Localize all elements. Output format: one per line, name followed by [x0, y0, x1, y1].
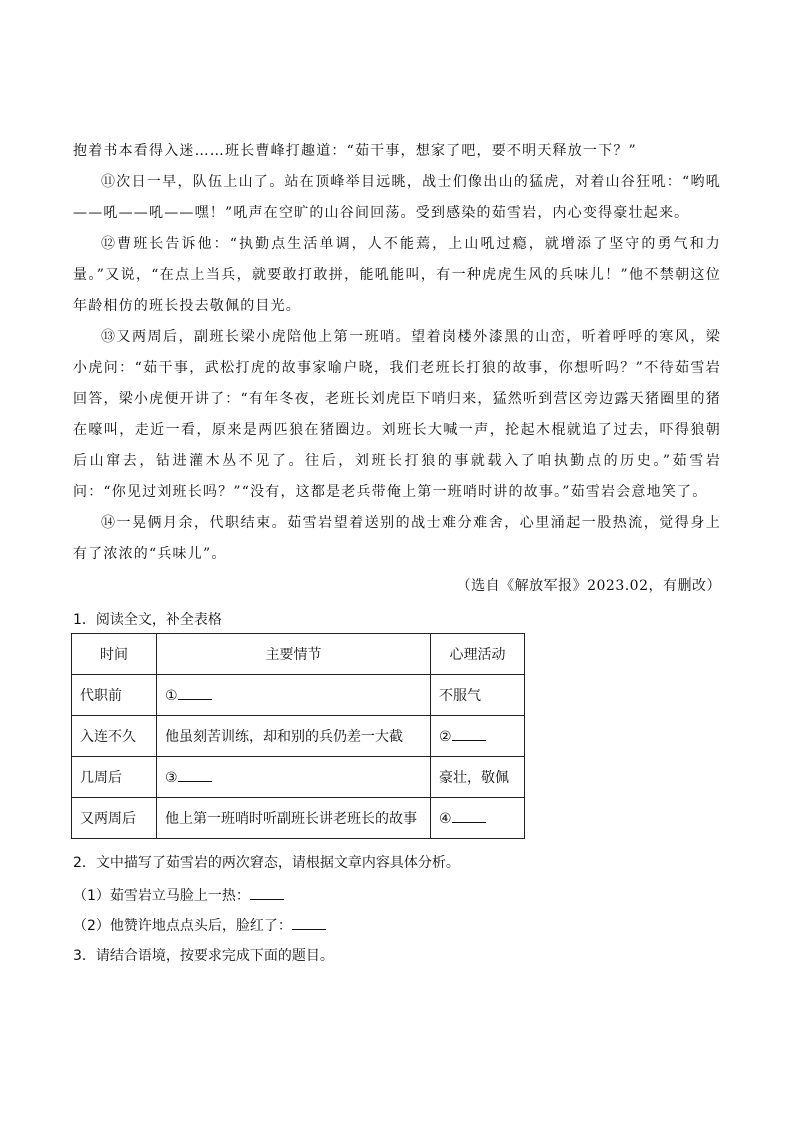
answer-blank[interactable] [452, 810, 486, 823]
blank-number: ④ [439, 810, 452, 827]
table-row [72, 675, 525, 716]
cell-mind-blank[interactable] [431, 716, 525, 757]
cell-mind-blank[interactable] [431, 798, 525, 839]
question-2-title: 2．文中描写了茹雪岩的两次窘态，请根据文章内容具体分析。 [73, 855, 460, 871]
question-2-item-1 [73, 885, 284, 905]
source-citation: （选自《解放军报》2023.02，有删改） [456, 578, 721, 594]
passage-paragraph-continued: 抱着书本看得入迷……班长曹峰打趣道：“茹干事，想家了吧，要不明天释放一下？” [73, 143, 637, 159]
cell-plot: 他上第一班哨时听副班长讲老班长的故事 [157, 798, 431, 839]
cell-time: 几周后 [72, 757, 157, 798]
passage-paragraph-12: ⑫曹班长告诉他：“执勤点生活单调，人不能蔫，上山吼过瘾，就增添了坚守的勇气和力量。”又说，“在点上当兵，就要敢打敢拼，能吼能叫，有一种虎虎生风的兵味儿！”他不禁朝这位年龄相仿的班长投去敬佩的目光。 [73, 236, 721, 314]
table-row [72, 716, 525, 757]
answer-blank[interactable] [292, 917, 326, 930]
question-2-item-2 [73, 915, 326, 935]
cell-plot: 他虽刻苦训练，却和别的兵仍差一大截 [157, 716, 431, 757]
blank-number: ① [165, 687, 178, 704]
header-time: 时间 [72, 634, 157, 675]
table-row [72, 798, 525, 839]
cell-plot-blank[interactable] [157, 757, 431, 798]
answer-blank[interactable] [250, 887, 284, 900]
answer-blank[interactable] [178, 769, 212, 782]
blank-number: ③ [165, 769, 178, 786]
question-1-title: 1．阅读全文，补全表格 [73, 612, 222, 628]
passage-paragraph-11: ⑪次日一早，队伍上山了。站在顶峰举目远眺，战士们像出山的猛虎，对着山谷狂吼：“哟吼——吼——吼——嘿！”吼声在空旷的山谷间回荡。受到感染的茹雪岩，内心变得豪壮起来。 [73, 174, 721, 221]
table-header-row [72, 634, 525, 675]
plot-table [71, 633, 525, 839]
question-3-title: 3．请结合语境，按要求完成下面的题目。 [73, 948, 334, 964]
item-label: （2）他赞许地点点头后，脸红了： [73, 918, 292, 934]
header-mind: 心理活动 [431, 634, 525, 675]
cell-time: 又两周后 [72, 798, 157, 839]
passage-paragraph-14: ⑭一晃俩月余，代职结束。茹雪岩望着送别的战士难分难舍，心里涌起一股热流，觉得身上有了浓浓的“兵味儿”。 [73, 515, 721, 562]
cell-plot-blank[interactable] [157, 675, 431, 716]
header-plot: 主要情节 [157, 634, 431, 675]
answer-blank[interactable] [178, 687, 212, 700]
passage-paragraph-13: ⑬又两周后，副班长梁小虎陪他上第一班哨。望着岗楼外漆黑的山峦，听着呼呼的寒风，梁小虎问：“茹干事，武松打虎的故事家喻户晓，我们老班长打狼的故事，你想听吗？”不待茹雪岩回答，梁小虎便开讲了：“有年冬夜，老班长刘虎臣下哨归来，猛然听到营区旁边露天猪圈里的猪在嚎叫，走近一看，原来是两匹狼在猪圈边。刘班长大喊一声，抡起木棍就追了过去，吓得狼朝后山窜去，钻进灌木丛不见了。往后，刘班长打狼的事就载入了咱执勤点的历史。”茹雪岩问：“你见过刘班长吗？”“没有，这都是老兵带俺上第一班哨时讲的故事。”茹雪岩会意地笑了。 [73, 329, 721, 500]
item-label: （1）茹雪岩立马脸上一热： [73, 888, 250, 904]
cell-time: 入连不久 [72, 716, 157, 757]
answer-blank[interactable] [452, 728, 486, 741]
cell-time: 代职前 [72, 675, 157, 716]
cell-mind: 不服气 [431, 675, 525, 716]
cell-mind: 豪壮，敬佩 [431, 757, 525, 798]
table-row [72, 757, 525, 798]
blank-number: ② [439, 728, 452, 745]
